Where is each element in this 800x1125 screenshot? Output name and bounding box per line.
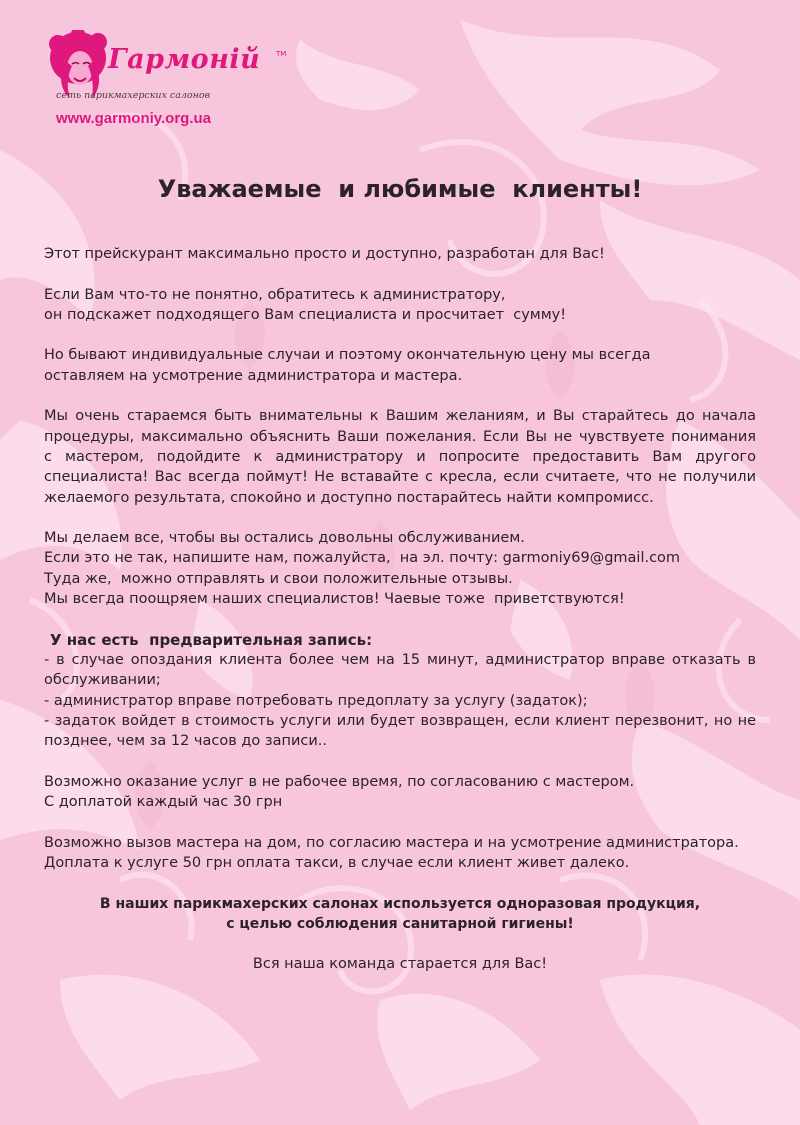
text-line: оставляем на усмотрение администратора и мастера. xyxy=(44,367,463,384)
brand-website-link[interactable]: www.garmoniy.org.ua xyxy=(56,110,212,127)
paragraph-wishes xyxy=(44,406,756,507)
text-line: Возможно оказание услуг в не рабочее время, по согласованию с мастером. xyxy=(44,773,635,790)
text-line: Если Вам что-то не понятно, обратитесь к администратору, xyxy=(44,286,506,303)
text-line: С доплатой каждый час 30 грн xyxy=(44,794,283,811)
text-line: он подскажет подходящего Вам специалиста и просчитает сумму! xyxy=(44,306,567,323)
paragraph-booking xyxy=(44,630,756,752)
booking-rule-line: обслуживании; xyxy=(44,672,161,689)
paragraph-individual-cases xyxy=(44,345,756,386)
text-line: Туда же, можно отправлять и свои положительные отзывы. xyxy=(44,570,513,587)
text-line: Возможно вызов мастера на дом, по согласию мастера и на усмотрение администратора. xyxy=(44,834,739,851)
closing-line xyxy=(44,954,756,974)
page-title: Уважаемые и любимые клиенты! xyxy=(157,175,643,203)
text-line: Мы очень стараемся быть внимательны к Вашим желаниям, и Вы старайтесь до начала xyxy=(44,408,756,425)
paragraph-after-hours xyxy=(44,772,756,813)
booking-rule-line: - администратор вправе потребовать предоплату за услугу (задаток); xyxy=(44,692,588,709)
booking-rule-line: - в случае опоздания клиента более чем на 15 минут, администратор вправе отказать в xyxy=(44,651,756,668)
text-line: Этот прейскурант максимально просто и доступно, разработан для Вас! xyxy=(44,246,605,262)
paragraph-feedback xyxy=(44,528,756,609)
hygiene-notice xyxy=(44,894,756,935)
paragraph-home-visit xyxy=(44,833,756,874)
text-line: Мы делаем все, чтобы вы остались довольны обслуживанием. xyxy=(44,530,525,547)
brand-tagline: сеть парикмахерских салонов xyxy=(56,90,211,101)
text-line: желаемого результата, спокойно и доступно постарайтесь найти компромисс. xyxy=(44,489,654,506)
text-line: процедуры, максимально объяснить Ваши пожелания. Если Вы не чувствуете понимания xyxy=(44,428,756,445)
booking-rule-line: - задаток войдет в стоимость услуги или будет возвращен, если клиент перезвонит, но не xyxy=(44,712,756,729)
trademark-mark: TM xyxy=(276,50,287,58)
text-line: Но бывают индивидуальные случаи и поэтому окончательную цену мы всегда xyxy=(44,347,651,364)
text-line: Мы всегда поощряем наших специалистов! Чаевые тоже приветствуются! xyxy=(44,591,625,608)
paragraph-intro xyxy=(44,244,756,264)
text-line: специалиста! Вас всегда поймут! Не вставайте с кресла, если считаете, что не получили xyxy=(44,469,756,486)
paragraph-administrator xyxy=(44,285,756,326)
text-line: Доплата к услуге 50 грн оплата такси, в случае если клиент живет далеко. xyxy=(44,854,630,871)
booking-heading: У нас есть предварительная запись: xyxy=(50,630,373,649)
text-line: В наших парикмахерских салонах используется одноразовая продукция, xyxy=(99,895,701,912)
email-line: Если это не так, напишите нам, пожалуйста, на эл. почту: garmoniy69@gmail.com xyxy=(44,550,681,567)
brand-name: Гармоній xyxy=(108,44,261,75)
booking-rule-line: позднее, чем за 12 часов до записи.. xyxy=(44,733,327,750)
text-line: с целью соблюдения санитарной гигиены! xyxy=(226,915,574,932)
text-line: с мастером, подойдите к администратору и попросите предоставить Вам другого xyxy=(44,448,756,465)
text-line: Вся наша команда старается для Вас! xyxy=(252,956,548,973)
notice-body xyxy=(44,244,756,995)
